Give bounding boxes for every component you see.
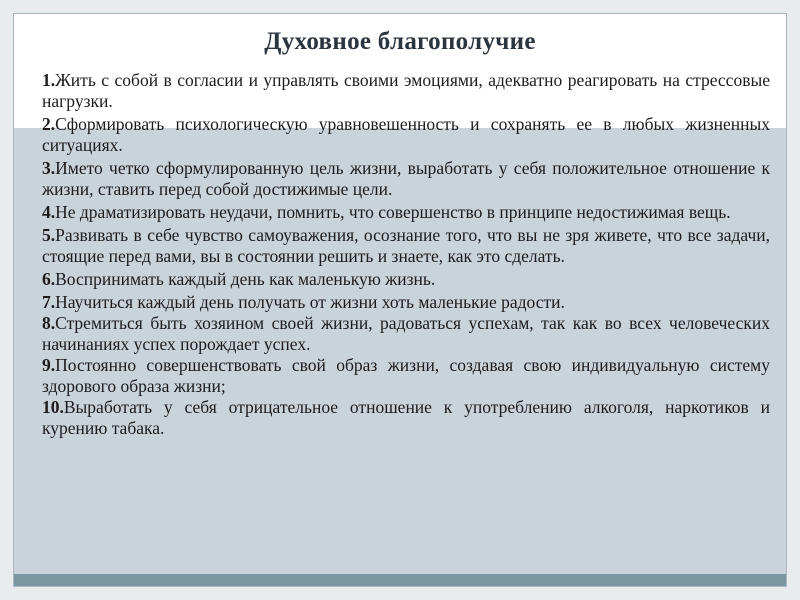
slide: [13, 13, 787, 587]
bottom-accent-bar: [14, 574, 786, 586]
item-number: 10.: [42, 397, 64, 417]
item-number: 1.: [42, 70, 56, 90]
item-text: Развивать в себе чувство самоуважения, осознание того, что вы не зря живете, что все задачи, стоящие перед вами, вы в состоянии решить и знаете, как это сделать.: [42, 225, 770, 266]
item-text: Стремиться быть хозяином своей жизни, радоваться успехам, так как во всех человеческих начинаниях успех порождает успех.: [42, 313, 770, 354]
item-number: 8.: [42, 313, 56, 333]
item-text: Не драматизировать неудачи, помнить, что совершенство в принципе недостижимая вещь.: [55, 202, 731, 222]
item-number: 7.: [42, 292, 56, 312]
list-item: [42, 225, 770, 267]
item-number: 3.: [42, 158, 56, 178]
list-item: [42, 70, 770, 112]
item-number: 4.: [42, 202, 56, 222]
item-text: Името четко сформулированную цель жизни, выработать у себя положительное отношение к жизни, ставить перед собой достижимые цели.: [42, 158, 770, 199]
item-number: 5.: [42, 225, 56, 245]
item-text: Сформировать психологическую уравновешенность и сохранять ее в любых жизненных ситуациях.: [42, 114, 770, 155]
item-text: Жить с собой в согласии и управлять своими эмоциями, адекватно реагировать на стрессовые нагрузки.: [42, 70, 770, 111]
item-text: Выработать у себя отрицательное отношение к употреблению алкоголя, наркотиков и курению табака.: [42, 397, 770, 438]
list-item: [42, 114, 770, 156]
list-item: [42, 355, 770, 397]
list-item: [42, 269, 770, 290]
slide-title: Духовное благополучие: [264, 28, 536, 55]
list-item: [42, 397, 770, 439]
item-number: 6.: [42, 269, 56, 289]
recommendations-list: [42, 70, 770, 439]
list-item: [42, 292, 770, 313]
list-item: [42, 202, 770, 223]
list-item: [42, 158, 770, 200]
item-number: 2.: [42, 114, 56, 134]
item-text: Постоянно совершенствовать свой образ жизни, создавая свою индивидуальную систему здорового образа жизни;: [42, 355, 770, 396]
item-number: 9.: [42, 355, 56, 375]
item-text: Научиться каждый день получать от жизни хоть маленькие радости.: [55, 292, 565, 312]
item-text: Воспринимать каждый день как маленькую жизнь.: [55, 269, 436, 289]
list-item: [42, 313, 770, 355]
